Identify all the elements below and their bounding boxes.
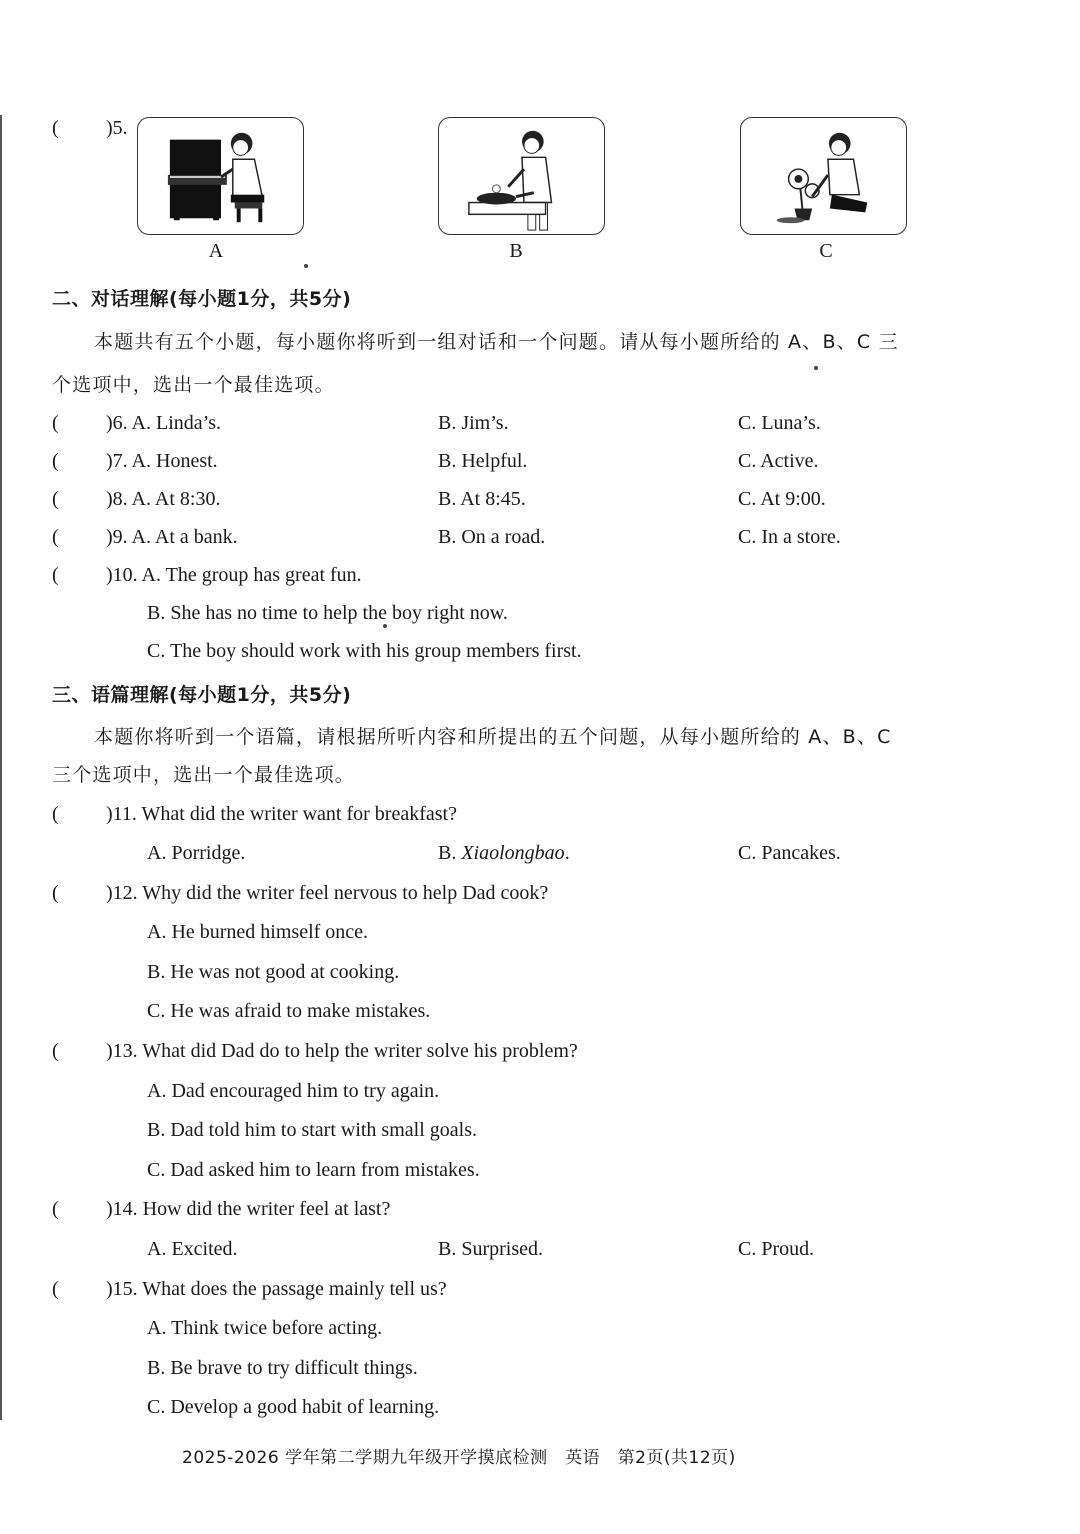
q10-option-b: B. She has no time to help the boy right now.	[147, 602, 508, 624]
q12-stem: )12. Why did the writer feel nervous to help Dad cook?	[106, 882, 549, 904]
q6-option-a: )6. A. Linda’s.	[106, 412, 221, 434]
answer-paren: (	[52, 526, 59, 548]
answer-paren: (	[52, 1278, 59, 1300]
q11-option-b: B. Xiaolongbao.	[438, 842, 570, 864]
section3-instruction: 本题你将听到一个语篇，请根据所听内容和所提出的五个问题，从每小题所给的 A、B、C	[94, 726, 892, 748]
q12-option-c: C. He was afraid to make mistakes.	[147, 1000, 431, 1022]
q9-option-c: C. In a store.	[738, 526, 841, 548]
q5-picture-a	[137, 117, 304, 235]
q6-option-c: C. Luna’s.	[738, 412, 821, 434]
q5-picture-c	[740, 117, 907, 235]
section3-instruction-cont: 三个选项中，选出一个最佳选项。	[52, 764, 356, 786]
q10-option-a: )10. A. The group has great fun.	[106, 564, 362, 586]
section2-instruction: 本题共有五个小题，每小题你将听到一组对话和一个问题。请从每小题所给的 A、B、C 三	[94, 331, 899, 353]
answer-paren: (	[52, 488, 59, 510]
q13-option-b: B. Dad told him to start with small goals.	[147, 1119, 477, 1141]
answer-paren: (	[52, 564, 59, 586]
boy-playing-piano-icon	[138, 118, 303, 234]
answer-paren: (	[52, 882, 59, 904]
q5-option-a: A	[208, 240, 224, 262]
answer-paren: (	[52, 1040, 59, 1062]
q6-option-b: B. Jim’s.	[438, 412, 509, 434]
q14-option-b: B. Surprised.	[438, 1238, 543, 1260]
section2-instruction-cont: 个选项中，选出一个最佳选项。	[52, 374, 335, 396]
q9-option-b: B. On a road.	[438, 526, 546, 548]
q11-option-c: C. Pancakes.	[738, 842, 841, 864]
q13-option-a: A. Dad encouraged him to try again.	[147, 1080, 440, 1102]
q7-option-b: B. Helpful.	[438, 450, 528, 472]
boy-cooking-icon	[439, 118, 604, 234]
q15-option-a: A. Think twice before acting.	[147, 1317, 383, 1339]
q5-option-c: C	[819, 240, 833, 262]
q8-option-a: )8. A. At 8:30.	[106, 488, 221, 510]
q15-stem: )15. What does the passage mainly tell us?	[106, 1278, 447, 1300]
scan-dot	[814, 366, 818, 370]
answer-paren: (	[52, 450, 59, 472]
answer-paren: (	[52, 803, 59, 825]
q14-option-a: A. Excited.	[147, 1238, 238, 1260]
page-footer: 2025-2026 学年第二学期九年级开学摸底检测 英语 第2页(共12页)	[182, 1448, 736, 1468]
q11-stem: )11. What did the writer want for breakfast?	[106, 803, 457, 825]
q14-option-c: C. Proud.	[738, 1238, 815, 1260]
q7-option-c: C. Active.	[738, 450, 819, 472]
q15-option-b: B. Be brave to try difficult things.	[147, 1357, 418, 1379]
q14-stem: )14. How did the writer feel at last?	[106, 1198, 391, 1220]
q9-option-a: )9. A. At a bank.	[106, 526, 238, 548]
q5-picture-b	[438, 117, 605, 235]
answer-paren: (	[52, 117, 59, 139]
q12-option-b: B. He was not good at cooking.	[147, 961, 400, 983]
section2-title: 二、对话理解(每小题1分，共5分)	[52, 288, 352, 310]
q15-option-c: C. Develop a good habit of learning.	[147, 1396, 440, 1418]
answer-paren: (	[52, 412, 59, 434]
answer-paren: (	[52, 1198, 59, 1220]
q5-number: )5.	[106, 117, 128, 139]
q8-option-b: B. At 8:45.	[438, 488, 526, 510]
boy-planting-flowers-icon	[741, 118, 906, 234]
q5-option-b: B	[509, 240, 523, 262]
binding-line	[0, 115, 2, 1420]
q10-option-c: C. The boy should work with his group members first.	[147, 640, 582, 662]
scan-dot	[383, 624, 387, 628]
q13-option-c: C. Dad asked him to learn from mistakes.	[147, 1159, 480, 1181]
q8-option-c: C. At 9:00.	[738, 488, 826, 510]
q11-option-a: A. Porridge.	[147, 842, 246, 864]
q13-stem: )13. What did Dad do to help the writer solve his problem?	[106, 1040, 578, 1062]
q12-option-a: A. He burned himself once.	[147, 921, 369, 943]
scan-dot	[304, 264, 308, 268]
section3-title: 三、语篇理解(每小题1分，共5分)	[52, 684, 352, 706]
q7-option-a: )7. A. Honest.	[106, 450, 218, 472]
